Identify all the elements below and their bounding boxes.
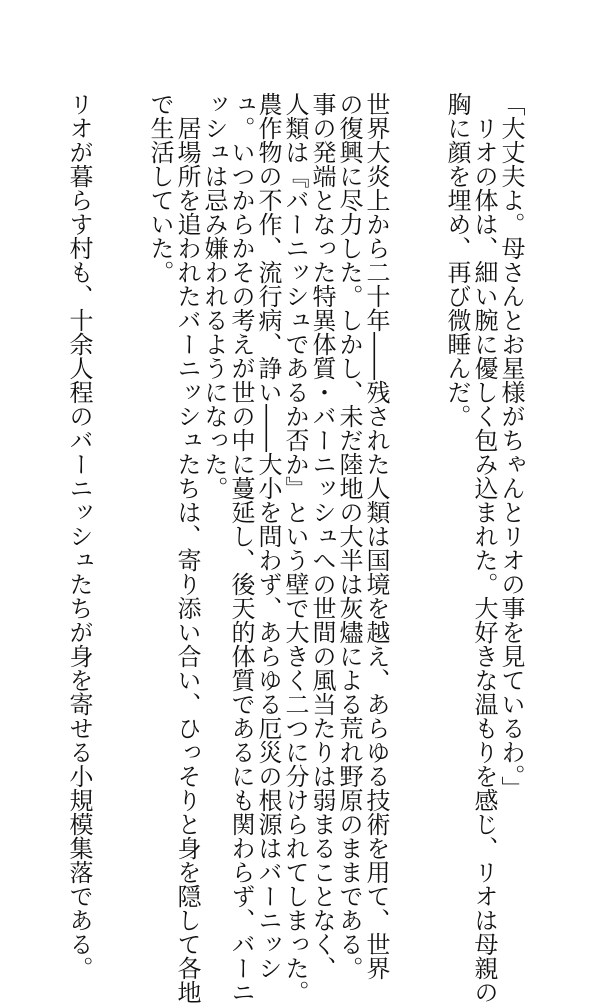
text-line: リオの体は、細い腕に優しく包み込まれた。大好きな温もりを感じ、リオは母親の	[470, 92, 498, 1004]
text-line: 胸に顔を埋め、再び微睡んだ。	[443, 92, 471, 428]
text-line: ッシュは忌み嫌われるようになった。	[200, 92, 228, 500]
text-line: 事の発端となった特異体質・バーニッシュへの世間の風当たりは弱まることなく、	[308, 92, 336, 980]
text-line: 世界大炎上から二十年――残された人類は国境を越え、あらゆる技術を用て、世界	[362, 92, 390, 980]
blank-line	[389, 92, 416, 892]
text-line: リオが暮らす村も、十余人程のバーニッシュたちが身を寄せる小規模集落である。	[65, 92, 93, 980]
text-line: ュ。いつからかその考えが世の中に蔓延し、後天的体質であるにも関わらず、バーニ	[227, 92, 255, 1004]
text-line: 「大丈夫よ。母さんとお星様がちゃんとリオの事を見ているわ。」	[497, 92, 525, 800]
text-line: 農作物の不作、流行病、諍い――大小を問わず、あらゆる厄災の根源はバーニッシ	[254, 92, 282, 980]
vertical-text-body	[65, 92, 525, 1004]
blank-line	[92, 92, 119, 892]
text-line: の復興に尽力した。しかし、未だ陸地の大半は灰燼による荒れ野原のままである。	[335, 92, 363, 980]
blank-line	[416, 92, 443, 892]
text-line: で生活していた。	[146, 92, 174, 284]
text-line: 居場所を追われたバーニッシュたちは、寄り添い合い、ひっそりと身を隠して各地	[173, 92, 201, 1004]
text-line: 人類は『バーニッシュであるか否か』という壁で大きく二つに分けられてしまった。	[281, 92, 309, 1004]
blank-line	[119, 92, 146, 892]
